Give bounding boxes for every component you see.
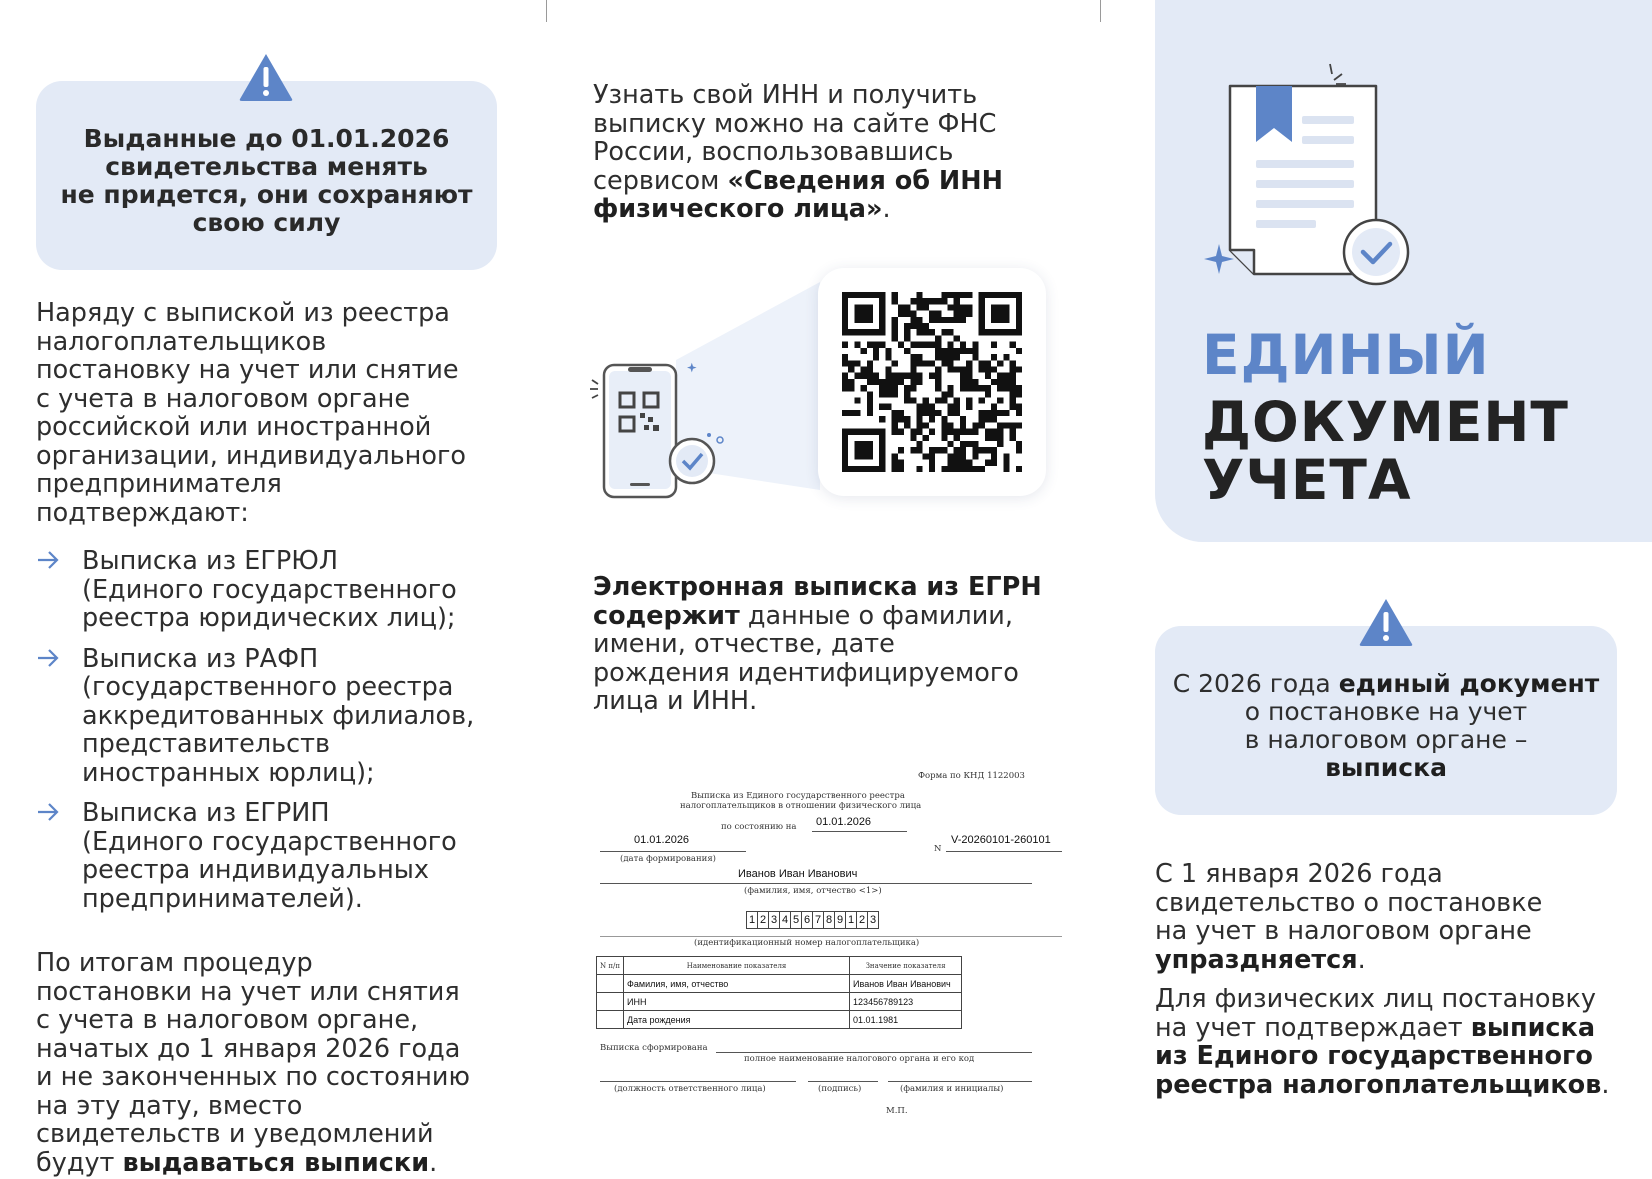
phone-scan-icon — [588, 355, 738, 515]
document-check-icon — [1196, 60, 1416, 300]
warning-triangle-icon — [238, 52, 294, 102]
person-name-label: (фамилия, имя, отчество <1>) — [744, 886, 882, 896]
inn-cells: 1 2 3 4 5 6 7 8 9 1 2 3 — [746, 911, 878, 929]
form-heading-2: налогоплательщиков в отношении физического лица — [680, 801, 922, 811]
number-value: V-20260101-260101 — [951, 834, 1051, 846]
formed-label: Выписка сформирована — [600, 1043, 708, 1053]
qr-code-card[interactable] — [818, 268, 1046, 496]
title-line-2: ДОКУМЕНТ — [1202, 390, 1569, 454]
individuals-paragraph: Для физических лиц постановку на учет подтверждает выписка из Единого государственного реестра налогоплательщиков. — [1155, 984, 1610, 1100]
list-item-egrul: Выписка из ЕГРЮЛ (Единого государственного реестра юридических лиц); — [36, 547, 496, 633]
title-line-3: УЧЕТА — [1202, 448, 1412, 512]
inn-service-paragraph: Узнать свой ИНН и получить выписку можно на сайте ФНС России, воспользовавшись сервисом «Сведения об ИНН физического лица». — [593, 80, 1003, 224]
person-name-value: Иванов Иван Иванович — [738, 868, 858, 880]
egrn-paragraph: Электронная выписка из ЕГРН содержит данные о фамилии, имени, отчестве, дате рождения идентифицируемого лица и ИНН. — [593, 572, 1042, 716]
notice-text: С 2026 года единый документ о постановке на учет в налоговом органе – выписка — [1172, 669, 1600, 782]
date-value: 01.01.2026 — [634, 834, 690, 846]
stamp-label: М.П. — [886, 1106, 908, 1116]
as-of-value: 01.01.2026 — [816, 816, 872, 828]
table-row: ИНН 123456789123 — [597, 993, 962, 1011]
position-label: (должность ответственного лица) — [614, 1084, 766, 1094]
as-of-label: по состоянию на — [721, 822, 797, 832]
notice-text: Выданные до 01.01.2026 свидетельства менять не придется, они сохраняют свою силу — [60, 124, 473, 237]
initials-label: (фамилия и инициалы) — [900, 1084, 1004, 1094]
sample-extract-form — [596, 766, 1076, 1126]
notice-box-certificates — [36, 81, 497, 270]
abolition-paragraph: С 1 января 2026 года свидетельство о постановке на учет в налоговом органе упраздняется. — [1155, 859, 1543, 975]
arrow-right-icon — [36, 802, 60, 822]
intro-paragraph: Наряду с выпиской из реестра налогоплательщиков постановку на учет или снятие с учета в налоговом органе российской или иностранной организации, индивидуального предпринимателя подтверждают: — [36, 298, 466, 528]
form-code: Форма по КНД 1122003 — [918, 771, 1025, 781]
number-label: N — [934, 844, 942, 854]
signature-label: (подпись) — [818, 1084, 862, 1094]
document-list — [36, 547, 496, 925]
table-row: Фамилия, имя, отчество Иванов Иван Иванович — [597, 975, 962, 993]
form-heading-1: Выписка из Единого государственного реестра — [691, 791, 905, 801]
arrow-right-icon — [36, 550, 60, 570]
date-label: (дата формирования) — [620, 854, 716, 864]
arrow-right-icon — [36, 648, 60, 668]
list-item-rafp: Выписка из РАФП (государственного реестра аккредитованных филиалов, представительств иностранных юрлиц); — [36, 645, 496, 788]
extract-table — [596, 956, 962, 1029]
table-row: Дата рождения 01.01.1981 — [597, 1011, 962, 1029]
outro-paragraph: По итогам процедур постановки на учет или снятия с учета в налоговом органе, начатых до 1 января 2026 года и не законченных по состоянию на эту дату, вместо свидетельств и уведомлений будут выдаваться выписки. — [36, 948, 470, 1178]
qr-code[interactable] — [842, 292, 1022, 472]
title-line-1: ЕДИНЫЙ — [1202, 323, 1490, 387]
table-header-row: N п/п Наименование показателя Значение показателя — [597, 957, 962, 975]
notice-box-single-document — [1155, 626, 1617, 815]
fold-mark-left — [546, 0, 547, 22]
warning-triangle-icon — [1358, 597, 1414, 647]
authority-label: полное наименование налогового органа и его код — [744, 1054, 975, 1064]
list-item-egrip: Выписка из ЕГРИП (Единого государственного реестра индивидуальных предпринимателей). — [36, 799, 496, 913]
fold-mark-right — [1100, 0, 1101, 22]
inn-label: (идентификационный номер налогоплательщика) — [694, 938, 920, 948]
